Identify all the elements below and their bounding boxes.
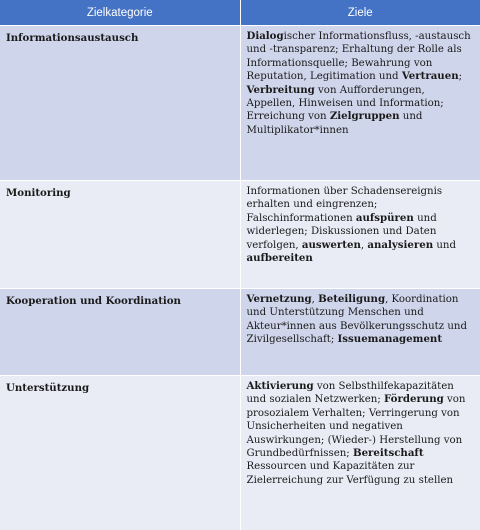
goal-text: , [312,294,318,305]
goal-text: von prosozialem Verhalten; Verringerung von Unsicherheiten und negativen Auswirkungen; (Wieder-) Herstellung von Grundbedürfnissen; [247,394,466,459]
goal-keyword: Beteiligung [318,293,385,305]
goal-keyword: Zielgruppen [330,110,400,122]
table-row [0,26,480,181]
goal-text: und [433,240,456,251]
goal-keyword: Vernetzung [247,293,312,305]
goal-keyword: auswerten [302,239,361,251]
goal-keyword: Bereitschaft [353,447,424,459]
goal-keyword: Vertrauen [402,70,459,82]
goal-text: Informationen über Schadensereignis erhalten und eingrenzen; Falschinformationen [247,186,443,224]
category-cell: Unterstützung [0,376,240,530]
goal-keyword: Aktivierung [247,380,314,392]
goals-cell [240,289,480,376]
category-cell: Monitoring [0,181,240,289]
goal-keyword: aufbereiten [247,252,313,264]
goal-keyword: analysieren [367,239,433,251]
table-row [0,181,480,289]
goal-text: , [361,240,367,251]
goal-text: und Multiplikator*innen [247,111,423,135]
goal-keyword: Verbreitung [247,84,315,96]
category-cell: Kooperation und Koordination [0,289,240,376]
category-cell: Informationsaustausch [0,26,240,181]
header-ziele: Ziele [240,0,480,26]
goal-text: ischer Informationsfluss, -austausch und -transparenz; Erhaltung der Rolle als Informationsquelle; Bewahrung von Reputation, Legitimation und [247,31,471,82]
goal-keyword: Förderung [384,393,444,405]
header-zielkategorie: Zielkategorie [0,0,240,26]
goal-text: und widerlegen; Diskussionen und Daten verfolgen, [247,213,437,251]
goal-text: von Selbsthilfekapazitäten und sozialen Netzwerken; [247,381,454,405]
header-row [0,0,480,26]
goal-text: ; [459,71,462,82]
goal-text: Ressourcen und Kapazitäten zur Zielerreichung zur Verfügung zu stellen [247,461,454,485]
goals-cell [240,181,480,289]
goal-keyword: aufspüren [356,212,414,224]
table-row [0,289,480,376]
goal-text: von Aufforderungen, Appellen, Hinweisen und Information; Erreichung von [247,85,444,123]
goals-cell [240,26,480,181]
goal-keyword: Issuemanagement [338,333,443,345]
goal-text: , Koordination und Unterstützung Menschen und Akteur*innen aus Bevölkerungsschutz und Zivilgesellschaft; [247,294,468,345]
goal-keyword: Dialog [247,30,284,42]
